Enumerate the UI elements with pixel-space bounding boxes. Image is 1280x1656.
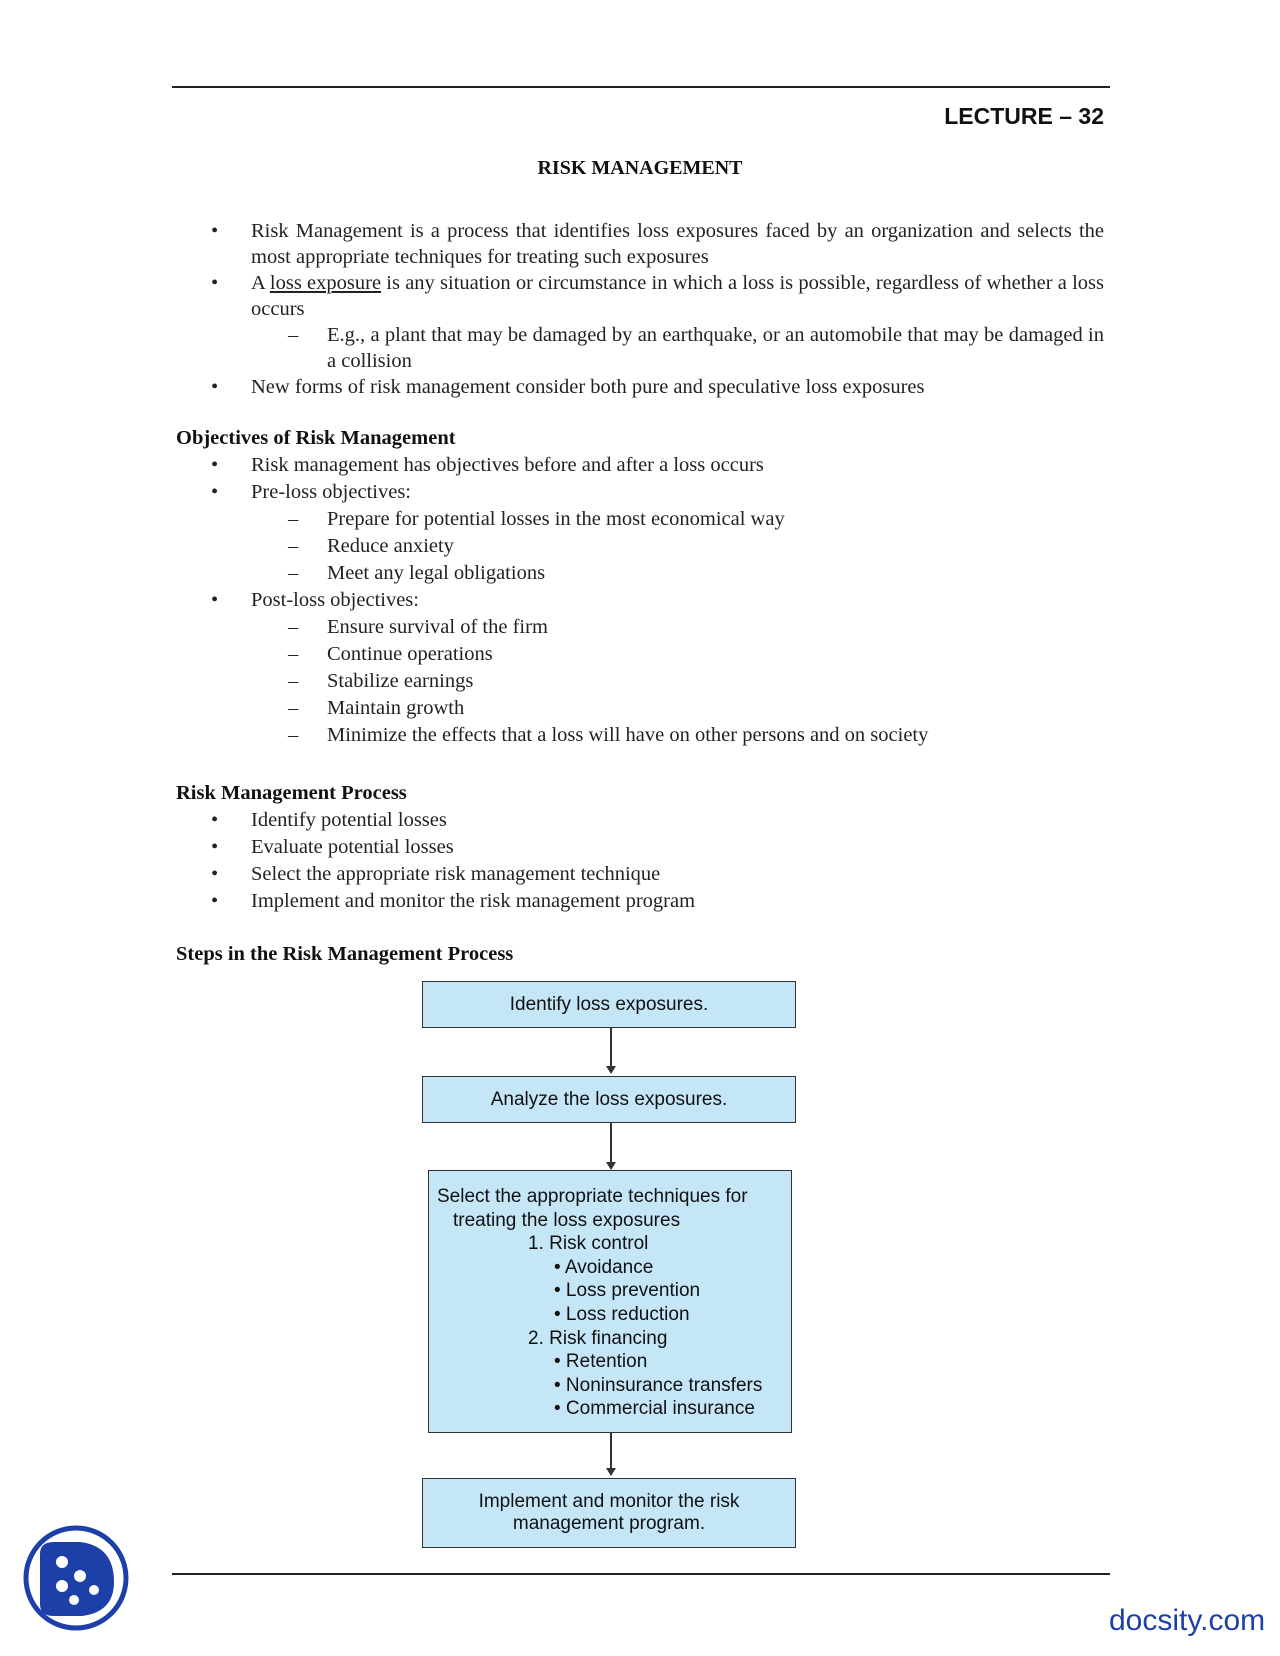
dash-icon: – <box>288 697 299 719</box>
post-loss-item: Continue operations <box>327 643 493 665</box>
bullet-icon: • <box>211 481 219 503</box>
risk-control-item: • Loss reduction <box>554 1304 690 1325</box>
flow-box-implement-line-1: Implement and monitor the risk <box>478 1491 740 1512</box>
post-loss-item: Minimize the effects that a loss will have on other persons and on society <box>327 724 929 746</box>
top-rule <box>172 86 1110 88</box>
bullet-icon: • <box>211 890 219 912</box>
bullet-icon: • <box>211 863 219 885</box>
docsity-logo-icon <box>22 1524 130 1632</box>
intro-sub-bullet: E.g., a plant that may be damaged by an earthquake, or an automobile that may be damaged in a collision <box>327 324 1104 372</box>
flow-arrow <box>610 1433 612 1474</box>
bullet-icon: • <box>211 454 219 476</box>
dash-icon: – <box>288 324 299 346</box>
flow-box-analyze <box>422 1076 796 1123</box>
flow-box-analyze-text: Analyze the loss exposures. <box>490 1088 728 1110</box>
intro-bullet-3: New forms of risk management consider both pure and speculative loss exposures <box>251 376 925 398</box>
bullet-icon: • <box>211 376 219 398</box>
process-item: Implement and monitor the risk management program <box>251 890 696 912</box>
risk-financing-label: 2. Risk financing <box>528 1327 668 1349</box>
intro-bullet-2-pre: A <box>251 272 265 294</box>
bullet-icon: • <box>211 272 219 294</box>
bottom-rule <box>172 1573 1110 1575</box>
risk-financing-item: • Retention <box>554 1351 648 1373</box>
dash-icon: – <box>288 643 299 665</box>
intro-bullet-2 <box>251 270 1104 322</box>
select-line-2: treating the loss exposures <box>453 1209 681 1231</box>
flow-box-identify <box>422 981 796 1028</box>
pre-loss-item: Prepare for potential losses in the most economical way <box>327 508 785 530</box>
objectives-heading: Objectives of Risk Management <box>176 427 456 449</box>
risk-control-item: • Avoidance <box>554 1256 654 1278</box>
intro-section <box>0 218 1280 398</box>
bullet-icon: • <box>211 220 219 242</box>
process-item: Identify potential losses <box>251 809 447 831</box>
bullet-icon: • <box>211 589 219 611</box>
process-item: Select the appropriate risk management technique <box>251 863 661 885</box>
lecture-number: LECTURE – 32 <box>944 103 1104 129</box>
pre-loss-item: Meet any legal obligations <box>327 562 546 584</box>
risk-financing-item: • Noninsurance transfers <box>554 1374 763 1396</box>
flow-box-implement <box>422 1478 796 1548</box>
bullet-icon: • <box>211 809 219 831</box>
dash-icon: – <box>288 616 299 638</box>
post-loss-item: Ensure survival of the firm <box>327 616 548 638</box>
pre-loss-item: Reduce anxiety <box>327 535 454 557</box>
objectives-bullet-2: Pre-loss objectives: <box>251 481 411 503</box>
process-section <box>0 807 1280 917</box>
flow-box-implement-line-2: management program. <box>512 1513 706 1534</box>
intro-bullet-1: Risk Management is a process that identifies loss exposures faced by an organization and selects the most appropriate techniques for treating such exposures <box>251 220 1104 268</box>
dash-icon: – <box>288 562 299 584</box>
process-item: Evaluate potential losses <box>251 836 454 858</box>
risk-financing-item: • Commercial insurance <box>554 1398 755 1420</box>
flow-box-select <box>428 1170 792 1433</box>
loss-exposure-term: loss exposure <box>269 272 382 294</box>
objectives-bullet-3: Post-loss objectives: <box>251 589 419 611</box>
bullet-icon: • <box>211 836 219 858</box>
docsity-brand: docsity.com <box>1109 1604 1266 1637</box>
intro-bullet-2-post: is any situation or circumstance in which a loss is possible, regardless of whether a loss occurs <box>251 272 1105 320</box>
dash-icon: – <box>288 724 299 746</box>
page-title: RISK MANAGEMENT <box>537 157 743 179</box>
dash-icon: – <box>288 670 299 692</box>
flow-arrow <box>610 1028 612 1072</box>
flow-arrow <box>610 1123 612 1168</box>
objectives-section <box>0 452 1280 752</box>
risk-control-label: 1. Risk control <box>528 1233 649 1255</box>
process-heading: Risk Management Process <box>176 782 407 804</box>
dash-icon: – <box>288 535 299 557</box>
dash-icon: – <box>288 508 299 530</box>
objectives-bullet-1: Risk management has objectives before and after a loss occurs <box>251 454 764 476</box>
select-line-1: Select the appropriate techniques for <box>437 1186 748 1207</box>
steps-heading: Steps in the Risk Management Process <box>176 943 514 965</box>
flow-box-identify-text: Identify loss exposures. <box>509 993 709 1015</box>
post-loss-item: Maintain growth <box>327 697 465 719</box>
risk-control-item: • Loss prevention <box>554 1280 701 1302</box>
post-loss-item: Stabilize earnings <box>327 670 474 692</box>
